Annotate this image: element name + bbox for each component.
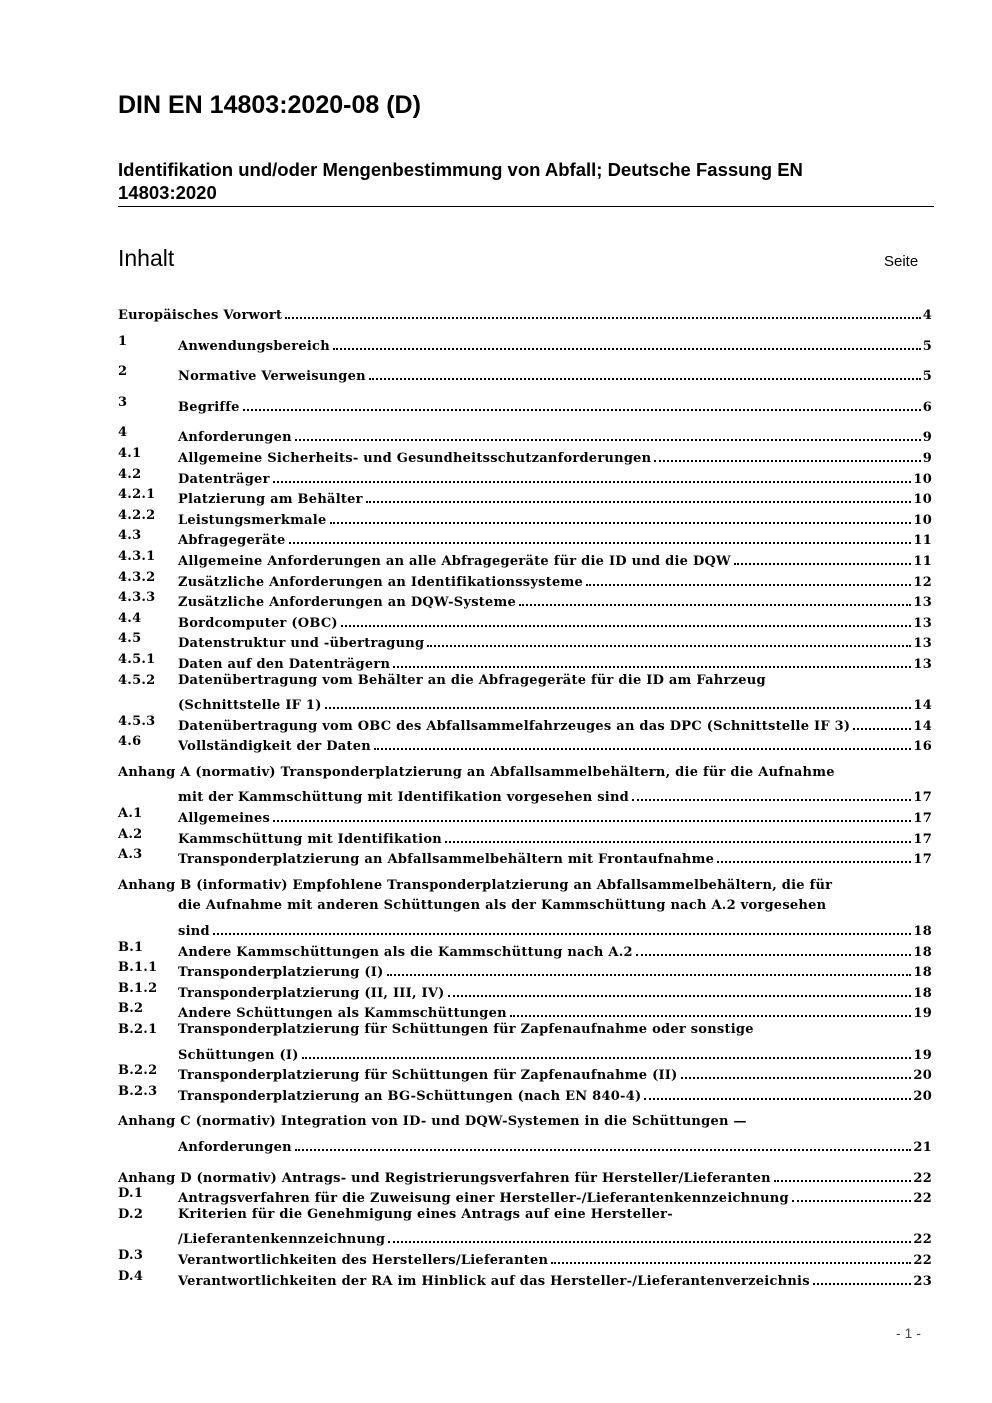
toc-entry-label-line: Anhang B (informativ) Empfohlene Transponderplatzierung an Abfallsammelbehältern, die für bbox=[118, 877, 833, 893]
toc-entry-label-line: die Aufnahme mit anderen Schüttungen als der Kammschüttung nach A.2 vorgesehen bbox=[178, 898, 827, 914]
toc-leader-dots bbox=[388, 1227, 911, 1243]
toc-leader-dots bbox=[213, 919, 912, 935]
toc-entry-number: 4.5.1 bbox=[118, 651, 156, 667]
toc-entry-label: Zusätzliche Anforderungen an Identifikationssysteme bbox=[178, 574, 584, 590]
toc-entry[interactable] bbox=[118, 507, 932, 528]
toc-entry-label: Allgemeine Anforderungen an alle Abfragegeräte für die ID und die DQW bbox=[178, 553, 731, 569]
toc-entry-line bbox=[178, 528, 932, 548]
toc-entry-number: A.3 bbox=[118, 847, 143, 863]
toc-entry-line bbox=[178, 981, 932, 1001]
toc-entry-page: 19 bbox=[913, 1006, 932, 1022]
toc-entry[interactable] bbox=[118, 589, 932, 610]
toc-leader-dots bbox=[813, 1269, 912, 1285]
toc-entry[interactable] bbox=[118, 630, 932, 651]
toc-entry-page: 17 bbox=[913, 811, 932, 827]
toc-leader-dots bbox=[853, 714, 911, 730]
toc-entry-page: 10 bbox=[913, 512, 932, 528]
toc-entry[interactable] bbox=[118, 1134, 932, 1155]
toc-entry-page: 13 bbox=[913, 615, 932, 631]
toc-entry-label: Daten auf den Datenträgern bbox=[178, 656, 391, 672]
toc-leader-dots bbox=[295, 1135, 912, 1151]
toc-entry-label: Abfragegeräte bbox=[178, 533, 286, 549]
toc-entry-label: Anforderungen bbox=[178, 430, 292, 446]
title-divider bbox=[118, 206, 934, 207]
toc-leader-dots bbox=[387, 960, 912, 976]
toc-entry-number: B.1.1 bbox=[118, 960, 158, 976]
toc-entry-number: B.2.3 bbox=[118, 1083, 158, 1099]
toc-entry[interactable] bbox=[118, 672, 932, 693]
toc-entry[interactable] bbox=[118, 1165, 932, 1186]
toc-entry-line bbox=[178, 570, 932, 590]
toc-entry-number: 4.6 bbox=[118, 734, 142, 750]
toc-entry-label: Platzierung am Behälter bbox=[178, 492, 363, 508]
toc-entry-line bbox=[178, 785, 932, 805]
toc-entry-page: 17 bbox=[913, 831, 932, 847]
toc-entry[interactable] bbox=[118, 939, 932, 960]
toc-entry[interactable] bbox=[118, 959, 932, 980]
toc-entry-number: 4.5.2 bbox=[118, 672, 156, 688]
toc-entry-label-line: Anhang C (normativ) Integration von ID- und DQW-Systemen in die Schüttungen — bbox=[118, 1114, 747, 1130]
toc-entry-page: 17 bbox=[913, 852, 932, 868]
toc-entry-number: 4.3.2 bbox=[118, 569, 156, 585]
toc-leader-dots bbox=[393, 652, 911, 668]
toc-entry-page: 12 bbox=[913, 574, 932, 590]
toc-leader-dots bbox=[510, 1001, 912, 1017]
toc-entry-label: Anhang D (normativ) Antrags- und Registrierungsverfahren für Hersteller/Lieferanten bbox=[118, 1170, 771, 1186]
toc-entry-line bbox=[178, 364, 932, 384]
toc-entry-line bbox=[178, 467, 932, 487]
toc-entry-label: Anwendungsbereich bbox=[178, 338, 330, 354]
toc-entry-line bbox=[178, 425, 932, 445]
toc-entry-page: 11 bbox=[913, 553, 932, 569]
toc-entry-page: 21 bbox=[913, 1139, 932, 1155]
document-title: DIN EN 14803:2020-08 (D) bbox=[118, 91, 421, 119]
toc-entry[interactable] bbox=[118, 980, 932, 1001]
toc-entry-page: 18 bbox=[913, 965, 932, 981]
toc-entry[interactable] bbox=[118, 466, 932, 487]
toc-leader-dots bbox=[285, 303, 920, 319]
toc-entry-label: Verantwortlichkeiten der RA im Hinblick auf das Hersteller-/Lieferantenverzeichnis bbox=[178, 1273, 810, 1289]
toc-entry[interactable] bbox=[118, 548, 932, 569]
toc-entry-label: Andere Kammschüttungen als die Kammschüttung nach A.2 bbox=[178, 944, 633, 960]
toc-entry-number: B.1 bbox=[118, 939, 144, 955]
toc-leader-dots bbox=[519, 590, 911, 606]
toc-entry-line bbox=[178, 1186, 932, 1206]
toc-entry-line bbox=[178, 919, 932, 939]
toc-entry-page: 16 bbox=[913, 739, 932, 755]
toc-entry-label: Datenträger bbox=[178, 471, 270, 487]
toc-entry[interactable] bbox=[118, 333, 932, 354]
toc-group-gap bbox=[118, 1155, 932, 1165]
toc-entry-number: B.2 bbox=[118, 1001, 144, 1017]
toc-entry-page: 17 bbox=[913, 790, 932, 806]
toc-entry-page: 13 bbox=[913, 656, 932, 672]
toc-entry[interactable] bbox=[118, 826, 932, 847]
toc-entry-page: 9 bbox=[922, 430, 932, 446]
toc-leader-dots bbox=[333, 334, 921, 350]
toc-entry-line bbox=[178, 1001, 932, 1021]
toc-entry-page: 11 bbox=[913, 533, 932, 549]
toc-entry-line bbox=[178, 652, 932, 672]
toc-entry-line bbox=[178, 847, 932, 867]
toc-entry-label: Datenstruktur und -übertragung bbox=[178, 636, 425, 652]
toc-entry[interactable] bbox=[118, 1021, 932, 1042]
toc-entry-page: 10 bbox=[913, 471, 932, 487]
toc-entry-page: 14 bbox=[913, 718, 932, 734]
toc-leader-dots bbox=[734, 549, 912, 565]
toc-entry-label: Transponderplatzierung an Abfallsammelbehältern mit Frontaufnahme bbox=[178, 852, 715, 868]
toc-leader-dots bbox=[586, 570, 911, 586]
toc-entry[interactable] bbox=[118, 651, 932, 672]
toc-leader-dots bbox=[295, 425, 921, 441]
toc-leader-dots bbox=[330, 508, 912, 524]
toc-entry-page: 22 bbox=[913, 1191, 932, 1207]
toc-entry-number: 3 bbox=[118, 394, 128, 410]
toc-leader-dots bbox=[289, 528, 912, 544]
toc-entry-number: 4.4 bbox=[118, 610, 142, 626]
toc-heading: Inhalt bbox=[118, 245, 175, 271]
toc-group-gap bbox=[118, 323, 932, 333]
toc-entry-label: Bordcomputer (OBC) bbox=[178, 615, 338, 631]
toc-entry[interactable] bbox=[118, 486, 932, 507]
toc-entry-line bbox=[178, 631, 932, 651]
toc-group-gap bbox=[118, 867, 932, 877]
toc-entry-label: (Schnittstelle IF 1) bbox=[178, 698, 322, 714]
toc-entry-label: Leistungsmerkmale bbox=[178, 512, 327, 528]
toc-entry[interactable] bbox=[118, 569, 932, 590]
toc-group-gap bbox=[118, 384, 932, 394]
toc-entry-page: 10 bbox=[913, 492, 932, 508]
toc-entry-number: D.3 bbox=[118, 1247, 144, 1263]
toc-leader-dots bbox=[774, 1166, 912, 1182]
toc-entry[interactable] bbox=[118, 877, 932, 898]
toc-entry-number: D.1 bbox=[118, 1186, 144, 1202]
toc-entry[interactable] bbox=[118, 1083, 932, 1104]
toc-leader-dots bbox=[636, 940, 912, 956]
toc-entry[interactable] bbox=[118, 692, 932, 713]
toc-leader-dots bbox=[717, 847, 911, 863]
toc-entry-number: 1 bbox=[118, 333, 128, 349]
toc-entry-label: Zusätzliche Anforderungen an DQW-Systeme bbox=[178, 595, 517, 611]
toc-leader-dots bbox=[551, 1248, 911, 1264]
toc-entry-line bbox=[178, 940, 932, 960]
toc-entry-page: 5 bbox=[922, 369, 932, 385]
toc-entry-line bbox=[178, 1248, 932, 1268]
toc-entry-page: 18 bbox=[913, 924, 932, 940]
toc-entry-page: 9 bbox=[922, 450, 932, 466]
toc-leader-dots bbox=[644, 1084, 911, 1100]
toc-entry-page: 13 bbox=[913, 636, 932, 652]
toc-leader-dots bbox=[632, 785, 911, 801]
toc-entry[interactable] bbox=[118, 1062, 932, 1083]
toc-entry-line bbox=[178, 590, 932, 610]
table-of-contents bbox=[118, 302, 932, 1288]
toc-leader-dots bbox=[369, 364, 921, 380]
toc-entry[interactable] bbox=[118, 1042, 932, 1063]
toc-entry-line bbox=[178, 827, 932, 847]
toc-entry[interactable] bbox=[118, 424, 932, 445]
toc-entry-page: 14 bbox=[913, 698, 932, 714]
toc-entry-label: Transponderplatzierung für Schüttungen für Zapfenaufnahme (II) bbox=[178, 1068, 678, 1084]
toc-entry-line bbox=[178, 1084, 932, 1104]
toc-entry-page: 20 bbox=[913, 1068, 932, 1084]
toc-entry-line bbox=[178, 1227, 932, 1247]
toc-entry[interactable] bbox=[118, 394, 932, 415]
toc-entry-line bbox=[178, 714, 932, 734]
toc-leader-dots bbox=[366, 487, 912, 503]
toc-entry-page: 13 bbox=[913, 595, 932, 611]
toc-entry-page: 18 bbox=[913, 944, 932, 960]
toc-entry[interactable] bbox=[118, 918, 932, 939]
toc-entry[interactable] bbox=[118, 764, 932, 785]
toc-entry[interactable] bbox=[118, 527, 932, 548]
toc-entry-number: B.2.2 bbox=[118, 1063, 158, 1079]
toc-entry-number: 4.1 bbox=[118, 445, 142, 461]
toc-group-gap bbox=[118, 353, 932, 363]
toc-entry-line bbox=[178, 508, 932, 528]
toc-leader-dots bbox=[445, 827, 911, 843]
toc-entry-label: Allgemeine Sicherheits- und Gesundheitsschutzanforderungen bbox=[178, 450, 652, 466]
toc-leader-dots bbox=[374, 734, 911, 750]
toc-leader-dots bbox=[273, 806, 911, 822]
toc-entry-label: Transponderplatzierung (II, III, IV) bbox=[178, 985, 445, 1001]
toc-leader-dots bbox=[681, 1063, 912, 1079]
toc-entry-number: B.1.2 bbox=[118, 980, 158, 996]
toc-leader-dots bbox=[243, 395, 921, 411]
toc-entry-label: Europäisches Vorwort bbox=[118, 308, 283, 323]
toc-entry-line bbox=[178, 1043, 932, 1063]
page-number: - 1 - bbox=[896, 1325, 921, 1341]
toc-leader-dots bbox=[427, 631, 911, 647]
toc-leader-dots bbox=[273, 467, 912, 483]
toc-entry-page: 20 bbox=[913, 1088, 932, 1104]
toc-entry-label: /Lieferantenkennzeichnung bbox=[178, 1232, 386, 1248]
toc-entry-number: D.2 bbox=[118, 1206, 144, 1222]
toc-entry-label: Allgemeines bbox=[178, 811, 271, 827]
toc-entry-label: Vollständigkeit der Daten bbox=[178, 739, 371, 755]
toc-entry-label-line: Datenübertragung vom Behälter an die Abfragegeräte für die ID am Fahrzeug bbox=[178, 672, 766, 688]
toc-entry-label: Normative Verweisungen bbox=[178, 369, 366, 385]
toc-leader-dots bbox=[341, 611, 912, 627]
toc-entry-page: 4 bbox=[922, 308, 932, 323]
toc-leader-dots bbox=[654, 446, 920, 462]
toc-entry-label: Antragsverfahren für die Zuweisung einer Hersteller-/Lieferantenkennzeichnung bbox=[178, 1191, 789, 1207]
toc-leader-dots bbox=[302, 1043, 912, 1059]
toc-entry-line bbox=[178, 395, 932, 415]
toc-entry-page: 22 bbox=[913, 1232, 932, 1248]
toc-entry-line bbox=[178, 1269, 932, 1289]
toc-entry[interactable] bbox=[118, 1247, 932, 1268]
toc-entry[interactable] bbox=[118, 1226, 932, 1247]
toc-entry-number: 4.5.3 bbox=[118, 713, 156, 729]
toc-entry-number: 4 bbox=[118, 425, 128, 441]
toc-leader-dots bbox=[792, 1186, 912, 1202]
toc-entry[interactable] bbox=[118, 1268, 932, 1289]
toc-entry-label: Schüttungen (I) bbox=[178, 1047, 299, 1063]
toc-entry-line bbox=[178, 549, 932, 569]
toc-entry-line bbox=[178, 806, 932, 826]
toc-entry-label: Transponderplatzierung an BG-Schüttungen (nach EN 840-4) bbox=[178, 1088, 642, 1104]
toc-entry[interactable] bbox=[118, 610, 932, 631]
toc-entry-page: 5 bbox=[922, 338, 932, 354]
toc-page-column-heading: Seite bbox=[884, 253, 919, 270]
toc-entry-line bbox=[178, 1063, 932, 1083]
toc-entry-number: 4.2.2 bbox=[118, 507, 156, 523]
toc-leader-dots bbox=[325, 693, 912, 709]
toc-entry-page: 22 bbox=[913, 1170, 932, 1186]
toc-entry[interactable] bbox=[118, 1113, 932, 1134]
toc-entry-label: Verantwortlichkeiten des Herstellers/Lieferanten bbox=[178, 1252, 549, 1268]
toc-group-gap bbox=[118, 754, 932, 764]
toc-entry-number: D.4 bbox=[118, 1268, 144, 1284]
toc-group-gap bbox=[118, 414, 932, 424]
toc-entry-page: 6 bbox=[922, 399, 932, 415]
toc-entry-page: 19 bbox=[913, 1047, 932, 1063]
toc-entry-line bbox=[178, 611, 932, 631]
toc-entry[interactable] bbox=[118, 1000, 932, 1021]
toc-entry[interactable] bbox=[118, 713, 932, 734]
toc-entry-number: 4.3.3 bbox=[118, 590, 156, 606]
toc-entry-label-line: Anhang A (normativ) Transponderplatzierung an Abfallsammelbehältern, die für die Aufnahme bbox=[118, 764, 835, 780]
toc-entry-label-line: Kriterien für die Genehmigung eines Antrags auf eine Hersteller- bbox=[178, 1206, 673, 1222]
toc-entry-label: Andere Schüttungen als Kammschüttungen bbox=[178, 1006, 507, 1022]
toc-entry-label: Kammschüttung mit Identifikation bbox=[178, 831, 442, 847]
toc-entry[interactable] bbox=[118, 846, 932, 867]
toc-entry-line bbox=[178, 960, 932, 980]
toc-entry-label: sind bbox=[178, 924, 210, 940]
toc-entry[interactable] bbox=[118, 363, 932, 384]
toc-entry-label: Transponderplatzierung (I) bbox=[178, 965, 384, 981]
toc-entry-line bbox=[178, 1135, 932, 1155]
toc-entry[interactable] bbox=[118, 1206, 932, 1227]
toc-entry-number: 4.5 bbox=[118, 631, 142, 647]
toc-entry-label: Anforderungen bbox=[178, 1139, 292, 1155]
toc-leader-dots bbox=[448, 981, 912, 997]
toc-entry-label-line: Transponderplatzierung für Schüttungen für Zapfenaufnahme oder sonstige bbox=[178, 1022, 754, 1037]
document-subtitle: Identifikation und/oder Mengenbestimmung von Abfall; Deutsche Fassung EN 14803:2020 bbox=[118, 159, 803, 203]
toc-entry[interactable] bbox=[118, 1185, 932, 1206]
toc-entry[interactable] bbox=[118, 733, 932, 754]
toc-entry-line bbox=[178, 446, 932, 466]
toc-entry-line bbox=[178, 734, 932, 754]
toc-entry-number: B.2.1 bbox=[118, 1022, 158, 1037]
toc-entry-number: 4.2 bbox=[118, 466, 142, 482]
toc-entry[interactable] bbox=[118, 897, 932, 918]
toc-entry[interactable] bbox=[118, 302, 932, 323]
toc-entry-line bbox=[178, 487, 932, 507]
toc-entry[interactable] bbox=[118, 805, 932, 826]
toc-entry-page: 22 bbox=[913, 1252, 932, 1268]
toc-entry-page: 23 bbox=[913, 1273, 932, 1289]
toc-entry-label: Begriffe bbox=[178, 399, 240, 415]
toc-entry[interactable] bbox=[118, 445, 932, 466]
toc-entry-number: 4.3.1 bbox=[118, 548, 156, 564]
toc-entry[interactable] bbox=[118, 784, 932, 805]
toc-entry-number: A.2 bbox=[118, 826, 143, 842]
toc-entry-line bbox=[178, 334, 932, 354]
toc-entry-line bbox=[118, 303, 932, 323]
toc-entry-label: mit der Kammschüttung mit Identifikation vorgesehen sind bbox=[178, 790, 629, 806]
toc-entry-line bbox=[118, 1166, 932, 1186]
toc-entry-number: 4.3 bbox=[118, 528, 142, 544]
toc-entry-label: Datenübertragung vom OBC des Abfallsammelfahrzeuges an das DPC (Schnittstelle IF 3) bbox=[178, 718, 851, 734]
toc-entry-number: 2 bbox=[118, 364, 128, 380]
toc-entry-number: A.1 bbox=[118, 806, 143, 822]
toc-entry-page: 18 bbox=[913, 985, 932, 1001]
toc-entry-line bbox=[178, 693, 932, 713]
toc-group-gap bbox=[118, 1103, 932, 1113]
toc-entry-number: 4.2.1 bbox=[118, 487, 156, 503]
